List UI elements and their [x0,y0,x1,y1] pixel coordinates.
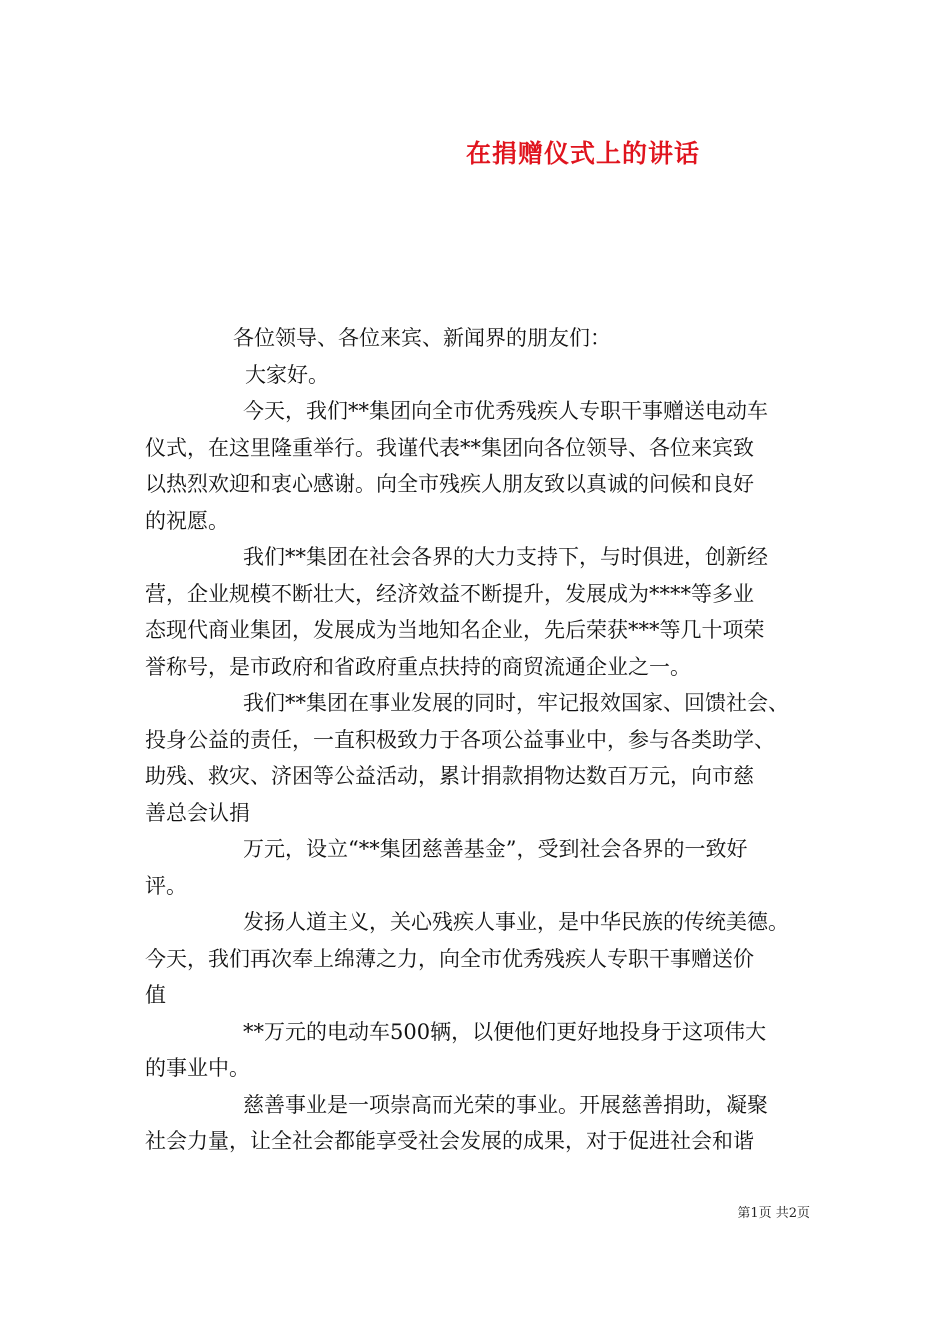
paragraph-line: 善总会认捐 [145,800,250,825]
page-number: 第1页 共2页 [737,1206,810,1221]
salutation-line: 各位领导、各位来宾、新闻界的朋友们： [233,326,611,350]
paragraph-line: **万元的电动车500辆，以便他们更好地投身于这项伟大 [243,1019,767,1044]
paragraph-line: 仪式，在这里隆重举行。我谨代表**集团向各位领导、各位来宾致 [145,435,754,460]
paragraph-line: 评。 [145,873,187,898]
paragraph-line: 的事业中。 [145,1056,250,1080]
paragraph-line: 誉称号，是市政府和省政府重点扶持的商贸流通企业之一。 [145,654,691,679]
greeting-line: 大家好。 [245,362,329,387]
paragraph-line: 营，企业规模不断壮大，经济效益不断提升，发展成为****等多业 [145,581,754,606]
paragraph-line: 的祝愿。 [145,508,229,533]
paragraph-line: 慈善事业是一项崇高而光荣的事业。开展慈善捐助，凝聚 [243,1092,768,1117]
paragraph-line: 助残、救灾、济困等公益活动，累计捐款捐物达数百万元，向市慈 [145,764,754,788]
paragraph-line: 投身公益的责任，一直积极致力于各项公益事业中，参与各类助学、 [145,727,775,752]
paragraph-line: 社会力量，让全社会都能享受社会发展的成果，对于促进社会和谐 [145,1129,754,1153]
paragraph-line: 以热烈欢迎和衷心感谢。向全市残疾人朋友致以真诚的问候和良好 [145,472,754,496]
paragraph-line: 值 [145,983,166,1007]
speech-body [145,320,810,1160]
paragraph-line: 发扬人道主义，关心残疾人事业，是中华民族的传统美德。 [243,910,789,934]
paragraph-line: 我们**集团在社会各界的大力支持下，与时俱进，创新经 [243,545,768,569]
paragraph-line: 万元，设立“**集团慈善基金”，受到社会各界的一致好 [243,837,748,861]
paragraph-line: 今天，我们再次奉上绵薄之力，向全市优秀残疾人专职干事赠送价 [145,946,754,971]
paragraph-line: 我们**集团在事业发展的同时，牢记报效国家、回馈社会、 [243,691,789,715]
paragraph-line: 态现代商业集团，发展成为当地知名企业，先后荣获***等几十项荣 [145,618,765,642]
paragraph-line: 今天，我们**集团向全市优秀残疾人专职干事赠送电动车 [243,399,768,423]
document-title: 在捐赠仪式上的讲话 [465,139,700,168]
